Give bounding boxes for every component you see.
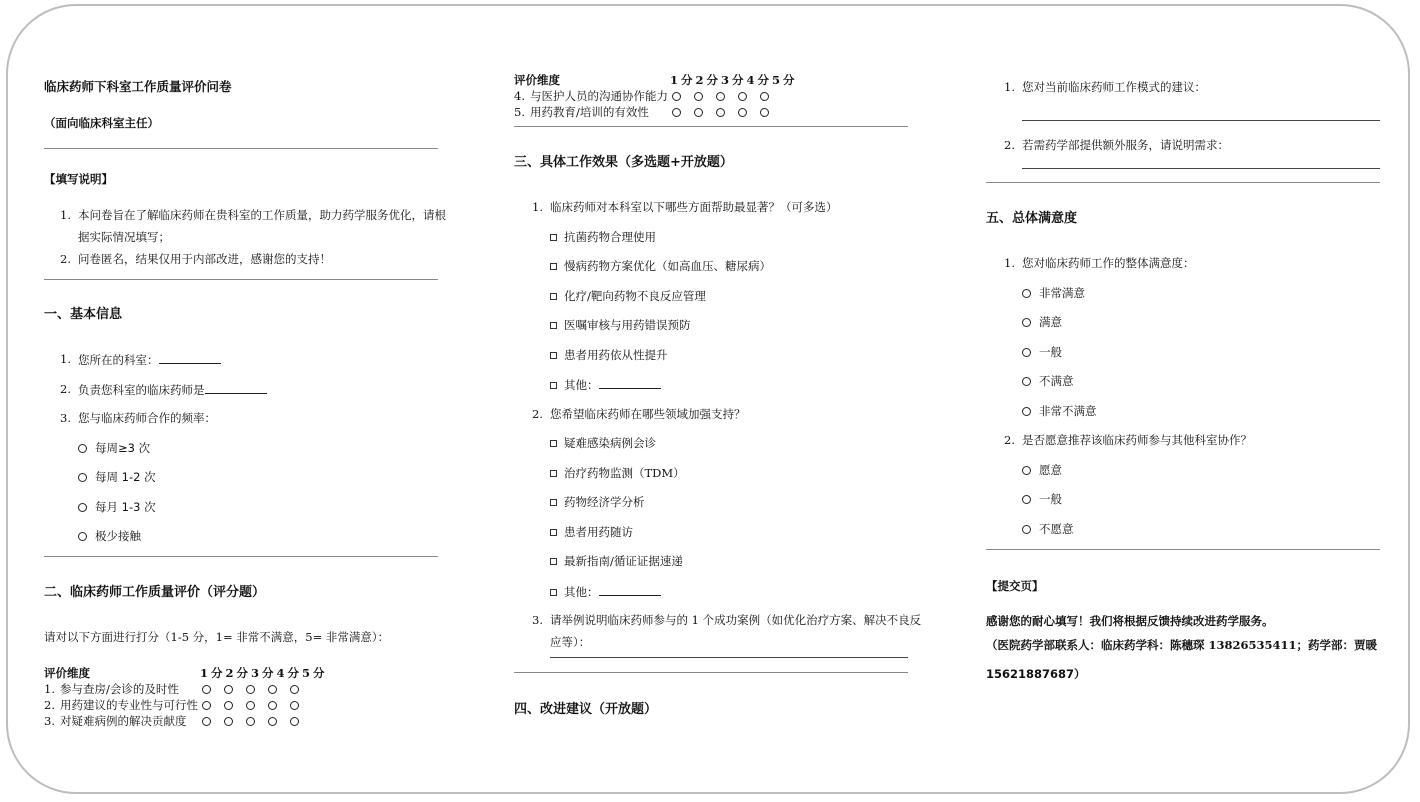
checkbox-option[interactable] <box>550 318 691 332</box>
checkbox-icon[interactable] <box>550 263 557 270</box>
question-number: 2. <box>60 382 71 396</box>
instruction-number: 2. <box>60 252 71 266</box>
suggestion-answer-line[interactable] <box>1022 120 1380 121</box>
option-label: 医嘱审核与用药错误预防 <box>564 318 691 332</box>
option-label: 化疗/靶向药物不良反应管理 <box>564 289 706 303</box>
score-radio-icon[interactable] <box>246 685 255 694</box>
score-radio-icon[interactable] <box>224 701 233 710</box>
rating-row-number: 2. <box>44 698 55 712</box>
divider <box>514 672 908 673</box>
score-radio-icon[interactable] <box>246 701 255 710</box>
radio-option[interactable] <box>1022 404 1097 418</box>
radio-circle-icon[interactable] <box>78 503 87 512</box>
question-text: 请举例说明临床药师参与的 1 个成功案例（如优化治疗方案、解决不良反 <box>550 613 922 627</box>
option-label: 不愿意 <box>1039 522 1074 536</box>
rating-row-label: 对疑难病例的解决贡献度 <box>60 714 187 728</box>
checkbox-icon[interactable] <box>550 529 557 536</box>
checkbox-icon[interactable] <box>550 234 557 241</box>
option-label: 患者用药依从性提升 <box>564 348 668 362</box>
thanks-text: 感谢您的耐心填写！我们将根据反馈持续改进药学服务。 <box>986 614 1274 628</box>
score-radio-icon[interactable] <box>202 717 211 726</box>
radio-circle-icon[interactable] <box>78 444 87 453</box>
checkbox-option[interactable] <box>550 466 685 480</box>
checkbox-icon[interactable] <box>550 558 557 565</box>
section-heading-effects: 三、具体工作效果（多选题+开放题） <box>514 155 733 170</box>
score-radio-icon[interactable] <box>760 92 769 101</box>
checkbox-icon[interactable] <box>550 382 557 389</box>
divider <box>986 182 1380 183</box>
radio-option[interactable] <box>1022 286 1085 300</box>
department-blank[interactable] <box>159 352 221 364</box>
score-radio-icon[interactable] <box>760 108 769 117</box>
score-radio-icon[interactable] <box>268 685 277 694</box>
radio-option[interactable] <box>78 529 141 543</box>
checkbox-option[interactable] <box>550 436 656 450</box>
checkbox-icon[interactable] <box>550 293 557 300</box>
option-label: 治疗药物监测（TDM） <box>564 466 685 480</box>
checkbox-option[interactable] <box>550 495 645 509</box>
option-label: 其他： <box>564 585 599 599</box>
submit-heading: 【提交页】 <box>986 579 1044 593</box>
rating-row-label: 参与查房/会诊的及时性 <box>60 682 179 696</box>
question-text: 您希望临床药师在哪些领域加强支持？ <box>550 407 746 421</box>
score-radio-icon[interactable] <box>202 701 211 710</box>
score-radio-icon[interactable] <box>716 92 725 101</box>
radio-circle-icon[interactable] <box>1022 407 1031 416</box>
option-label: 抗菌药物合理使用 <box>564 230 656 244</box>
score-radio-icon[interactable] <box>290 685 299 694</box>
question-number: 1. <box>1004 80 1015 94</box>
score-radio-icon[interactable] <box>672 92 681 101</box>
option-label: 慢病药物方案优化（如高血压、糖尿病） <box>564 259 771 273</box>
option-label: 最新指南/循证证据速递 <box>564 554 683 568</box>
score-radio-icon[interactable] <box>738 108 747 117</box>
score-radio-icon[interactable] <box>268 717 277 726</box>
question-text: 负责您科室的临床药师是 <box>78 383 205 397</box>
radio-option[interactable] <box>1022 374 1074 388</box>
rating-row-label: 用药建议的专业性与可行性 <box>60 698 198 712</box>
checkbox-option-other[interactable] <box>550 584 661 599</box>
radio-circle-icon[interactable] <box>78 532 87 541</box>
question-text: 应等）： <box>550 635 591 649</box>
radio-circle-icon[interactable] <box>1022 289 1031 298</box>
score-radio-icon[interactable] <box>694 108 703 117</box>
question-text: 若需药学部提供额外服务，请说明需求： <box>1022 138 1229 152</box>
score-radio-icon[interactable] <box>246 717 255 726</box>
checkbox-icon[interactable] <box>550 589 557 596</box>
radio-option[interactable] <box>1022 522 1074 536</box>
pharmacist-blank[interactable] <box>205 382 267 394</box>
score-radio-icon[interactable] <box>738 92 747 101</box>
instruction-text: 问卷匿名，结果仅用于内部改进，感谢您的支持！ <box>78 252 331 266</box>
radio-option[interactable] <box>78 470 156 484</box>
radio-circle-icon[interactable] <box>1022 348 1031 357</box>
question-text: 您所在的科室： <box>78 353 159 367</box>
option-label: 药物经济学分析 <box>564 495 645 509</box>
radio-option[interactable] <box>1022 492 1062 506</box>
checkbox-icon[interactable] <box>550 440 557 447</box>
question-pharmacist <box>78 382 267 397</box>
radio-option[interactable] <box>78 441 150 455</box>
radio-circle-icon[interactable] <box>1022 466 1031 475</box>
rating-intro: 请对以下方面进行打分（1-5 分，1= 非常不满意，5= 非常满意）： <box>44 630 390 644</box>
checkbox-icon[interactable] <box>550 322 557 329</box>
question-text: 您对临床药师工作的整体满意度： <box>1022 256 1195 270</box>
checkbox-option[interactable] <box>550 554 683 568</box>
table-header-scores: 1 分 2 分 3 分 4 分 5 分 <box>670 73 795 87</box>
question-number: 2. <box>1004 433 1015 447</box>
option-label: 一般 <box>1039 345 1062 359</box>
option-label: 患者用药随访 <box>564 525 633 539</box>
score-radio-icon[interactable] <box>290 717 299 726</box>
table-header-dimension: 评价维度 <box>514 73 560 87</box>
checkbox-option[interactable] <box>550 289 706 303</box>
document-frame <box>6 4 1410 794</box>
table-header-dimension: 评价维度 <box>44 666 90 680</box>
checkbox-icon[interactable] <box>550 352 557 359</box>
instruction-text: 据实际情况填写； <box>78 230 170 244</box>
rating-row-number: 4. <box>514 89 525 103</box>
checkbox-option[interactable] <box>550 525 633 539</box>
divider <box>514 126 908 127</box>
option-label: 每周≥3 次 <box>95 441 151 455</box>
score-radio-icon[interactable] <box>716 108 725 117</box>
section-heading-rating: 二、临床药师工作质量评价（评分题） <box>44 585 266 600</box>
checkbox-option[interactable] <box>550 259 771 273</box>
option-label: 每周 1-2 次 <box>95 470 156 484</box>
section-heading-basic-info: 一、基本信息 <box>44 307 123 322</box>
instruction-number: 1. <box>60 208 71 222</box>
service-answer-line[interactable] <box>1022 168 1380 169</box>
divider <box>44 556 438 557</box>
checkbox-option-other[interactable] <box>550 377 661 392</box>
score-radio-icon[interactable] <box>290 701 299 710</box>
option-label: 非常不满意 <box>1039 404 1097 418</box>
question-number: 2. <box>1004 138 1015 152</box>
rating-row-label: 用药教育/培训的有效性 <box>530 105 649 119</box>
other-blank[interactable] <box>599 584 661 596</box>
option-label: 极少接触 <box>95 529 141 543</box>
option-label: 每月 1-3 次 <box>95 500 156 514</box>
divider <box>44 279 438 280</box>
question-number: 3. <box>60 411 71 425</box>
option-label: 其他： <box>564 378 599 392</box>
question-number: 1. <box>1004 256 1015 270</box>
section-heading-suggestions: 四、改进建议（开放题） <box>514 702 658 717</box>
question-number: 2. <box>532 407 543 421</box>
option-label: 愿意 <box>1039 463 1062 477</box>
table-header-scores: 1 分 2 分 3 分 4 分 5 分 <box>200 666 325 680</box>
score-radio-icon[interactable] <box>694 92 703 101</box>
divider <box>44 148 438 149</box>
page-subtitle: （面向临床科室主任） <box>44 116 159 130</box>
option-label: 疑难感染病例会诊 <box>564 436 656 450</box>
checkbox-option[interactable] <box>550 230 656 244</box>
question-text: 临床药师对本科室以下哪些方面帮助最显著？（可多选） <box>550 200 838 214</box>
rating-row-number: 1. <box>44 682 55 696</box>
score-radio-icon[interactable] <box>268 701 277 710</box>
score-radio-icon[interactable] <box>224 717 233 726</box>
rating-row-label: 与医护人员的沟通协作能力 <box>530 89 668 103</box>
option-label: 满意 <box>1039 315 1062 329</box>
option-label: 非常满意 <box>1039 286 1085 300</box>
radio-option[interactable] <box>1022 345 1062 359</box>
radio-circle-icon[interactable] <box>78 473 87 482</box>
divider <box>986 549 1380 550</box>
instruction-text: 本问卷旨在了解临床药师在贵科室的工作质量，助力药学服务优化，请根 <box>78 208 446 222</box>
question-text: 您与临床药师合作的频率： <box>78 411 216 425</box>
option-label: 一般 <box>1039 492 1062 506</box>
radio-option[interactable] <box>1022 315 1062 329</box>
question-number: 1. <box>60 352 71 366</box>
question-number: 1. <box>532 200 543 214</box>
instructions-heading: 【填写说明】 <box>44 172 113 186</box>
score-radio-icon[interactable] <box>224 685 233 694</box>
page-title: 临床药师下科室工作质量评价问卷 <box>44 79 232 94</box>
rating-row-number: 3. <box>44 714 55 728</box>
section-heading-satisfaction: 五、总体满意度 <box>986 211 1078 226</box>
radio-circle-icon[interactable] <box>1022 318 1031 327</box>
rating-row-number: 5. <box>514 105 525 119</box>
score-radio-icon[interactable] <box>202 685 211 694</box>
radio-option[interactable] <box>1022 463 1062 477</box>
score-radio-icon[interactable] <box>672 108 681 117</box>
question-text: 您对当前临床药师工作模式的建议： <box>1022 80 1206 94</box>
checkbox-option[interactable] <box>550 348 668 362</box>
contact-text: （医院药学部联系人：临床药学科：陈穗琛 13826535411；药学部：贾暖 <box>986 638 1378 652</box>
question-number: 3. <box>532 613 543 627</box>
question-text: 是否愿意推荐该临床药师参与其他科室协作？ <box>1022 433 1252 447</box>
radio-circle-icon[interactable] <box>1022 377 1031 386</box>
option-label: 不满意 <box>1039 374 1074 388</box>
radio-circle-icon[interactable] <box>1022 495 1031 504</box>
radio-circle-icon[interactable] <box>1022 525 1031 534</box>
radio-option[interactable] <box>78 500 156 514</box>
checkbox-icon[interactable] <box>550 499 557 506</box>
checkbox-icon[interactable] <box>550 470 557 477</box>
contact-text: 15621887687） <box>986 667 1086 681</box>
question-department <box>78 352 221 367</box>
other-blank[interactable] <box>599 377 661 389</box>
case-answer-line[interactable] <box>550 657 908 658</box>
